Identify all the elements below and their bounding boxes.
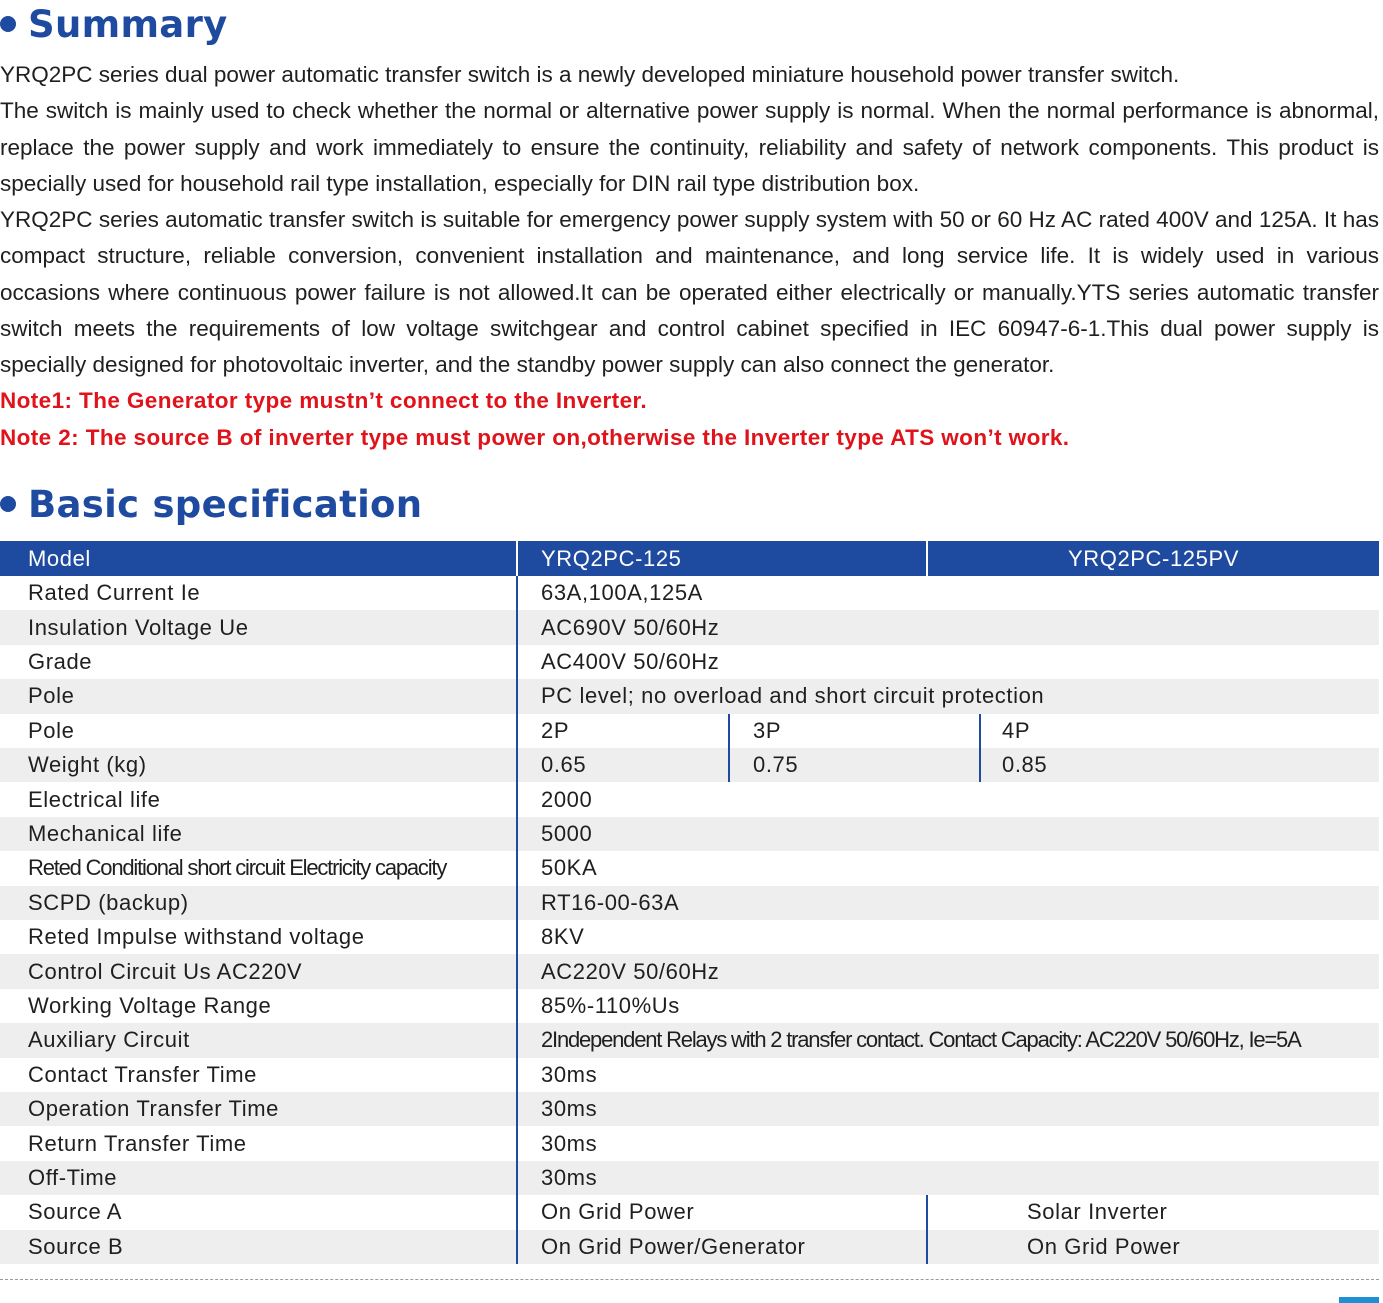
table-row [0,817,1379,851]
table-row [0,748,1379,782]
table-row [0,1195,1379,1229]
row-label: Contact Transfer Time [28,1061,258,1087]
row-label: Rated Current Ie [28,580,201,606]
row-label: Working Voltage Range [28,992,272,1018]
row-label: Return Transfer Time [28,1130,247,1156]
table-row [0,851,1379,885]
table-row [0,954,1379,988]
row-label: Insulation Voltage Ue [28,614,249,640]
row-value: 30ms [541,1061,598,1087]
bullet-dot-icon [0,16,16,32]
row-value: AC400V 50/60Hz [541,648,720,674]
table-row [0,1161,1379,1195]
table-row [0,886,1379,920]
header-divider [926,541,928,576]
pole-divider [979,714,981,783]
row-value: PC level; no overload and short circuit protection [541,683,1045,709]
row-label: Mechanical life [28,820,183,846]
table-row [0,1092,1379,1126]
row-label: Reted Conditional short circuit Electricity capacity [28,855,447,881]
table-row [0,1023,1379,1057]
row-value: 2Independent Relays with 2 transfer contact. Contact Capacity: AC220V 50/60Hz, Ie=5A [541,1027,1301,1053]
note-2: Note 2: The source B of inverter type must power on,otherwise the Inverter type ATS won’t work. [0,425,1070,450]
table-row [0,1058,1379,1092]
row-label: Reted Impulse withstand voltage [28,924,365,950]
footer-accent-bar [1339,1297,1379,1303]
row-label: Grade [28,648,93,674]
header-divider [516,541,518,576]
row-value: 30ms [541,1130,598,1156]
pole-4p: 4P [1002,717,1031,743]
weight-4p: 0.85 [1002,752,1048,778]
bullet-dot-icon [0,496,16,512]
summary-paragraph-1: YRQ2PC series dual power automatic transfer switch is a newly developed miniature household power transfer switch. [0,62,1180,87]
source-b-model-2: On Grid Power [1027,1233,1181,1259]
weight-2p: 0.65 [541,752,587,778]
row-label: SCPD (backup) [28,889,189,915]
table-row [0,645,1379,679]
summary-paragraph-2: The switch is mainly used to check whether the normal or alternative power supply is normal. When the normal performance is abnormal, replace the power supply and work immediately to ensure the continuity, reliability and safety of network components. This product is specially used for household rail type installation, especially for DIN rail type distribution box. [0,98,1379,196]
row-value: 30ms [541,1096,598,1122]
header-model-2: YRQ2PC-125PV [1067,545,1240,571]
row-value: 30ms [541,1164,598,1190]
summary-paragraph-3: YRQ2PC series automatic transfer switch is suitable for emergency power supply system with 50 or 60 Hz AC rated 400V and 125A. It has compact structure, reliable conversion, convenient installation and maintenance, and long service life. It is widely used in various occasions where continuous power failure is not allowed.It can be operated either electrically or manually.YTS series automatic transfer switch meets the requirements of low voltage switchgear and control cabinet specified in IEC 60947-6-1.This dual power supply is specially designed for photovoltaic inverter, and the standby power supply can also connect the generator. [0,207,1379,378]
weight-3p: 0.75 [753,752,799,778]
row-value: 8KV [541,924,585,950]
table-row [0,576,1379,610]
footer-dashed-line [0,1279,1379,1280]
table-header-row [0,541,1379,576]
row-value: 2000 [541,786,593,812]
table-row [0,679,1379,713]
row-value: 63A,100A,125A [541,580,703,606]
row-value: 50KA [541,855,598,881]
pole-3p: 3P [753,717,782,743]
table-row [0,782,1379,816]
row-label: Source B [28,1233,124,1259]
table-row [0,1126,1379,1160]
pole-divider [728,714,730,783]
row-value: 85%-110%Us [541,992,680,1018]
table-row [0,920,1379,954]
row-label: Off-Time [28,1164,118,1190]
pole-2p: 2P [541,717,570,743]
header-model-1: YRQ2PC-125 [541,545,682,571]
row-label: Operation Transfer Time [28,1096,280,1122]
source-a-model-2: Solar Inverter [1027,1199,1168,1225]
row-label: Electrical life [28,786,161,812]
table-row [0,989,1379,1023]
spec-heading [0,482,422,526]
row-value: RT16-00-63A [541,889,680,915]
row-value: AC690V 50/60Hz [541,614,720,640]
summary-title: Summary [28,2,228,46]
row-label: Pole [28,683,75,709]
row-label: Control Circuit Us AC220V [28,958,303,984]
spec-title: Basic specification [28,482,423,526]
table-row [0,1230,1379,1264]
column-divider [516,576,518,1264]
note-1: Note1: The Generator type mustn’t connect to the Inverter. [0,388,648,413]
table-row [0,610,1379,644]
header-model-label: Model [28,545,91,571]
row-label: Source A [28,1199,123,1225]
source-divider [926,1195,928,1264]
row-value: AC220V 50/60Hz [541,958,720,984]
source-b-model-1: On Grid Power/Generator [541,1233,806,1259]
row-value: 5000 [541,820,593,846]
source-a-model-1: On Grid Power [541,1199,695,1225]
summary-heading [0,2,228,46]
row-label: Auxiliary Circuit [28,1027,190,1053]
row-label: Weight (kg) [28,752,147,778]
row-label: Pole [28,717,75,743]
table-row [0,714,1379,748]
